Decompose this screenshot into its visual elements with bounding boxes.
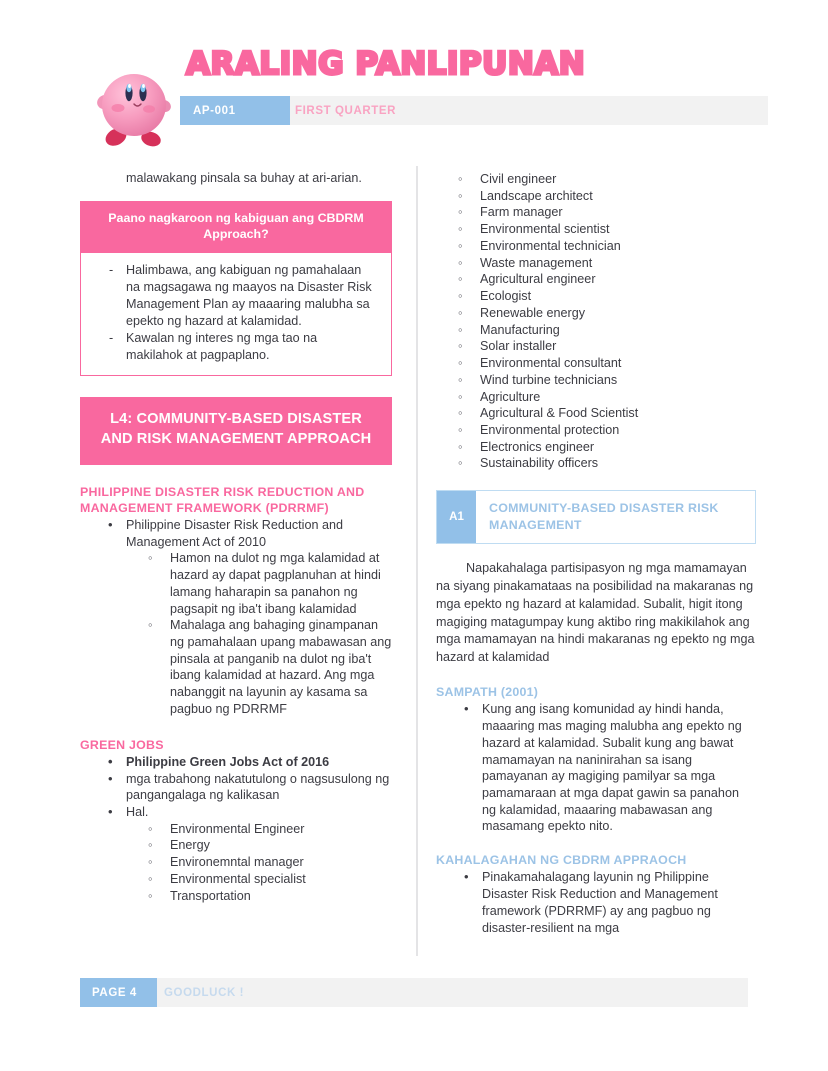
list-item: - Halimbawa, ang kabiguan ng pamahalaan na magsagawa ng maayos na Disaster Risk Management Plan ay maaaring malubha sa epekto ng hazard at kalamidad. xyxy=(95,262,377,329)
list-item: ◦ Ecologist xyxy=(436,288,756,305)
column-divider xyxy=(416,166,418,956)
cbdrm-intro-text: Napakahalaga partisipasyon ng mga mamamayan na siyang pinakamataas na posibilidad na makaranas ng mga epekto ng hazard at kalamidad. Subalit, higit itong magiging matagumpay kung aktibo ring makikilahok ang mga mamamayan na hindi makaranas ng epekto ng mga hazard at kalamidad xyxy=(436,560,755,665)
kahalagahan-heading: KAHALAGAHAN NG CBDRM APPRAOCH xyxy=(436,853,687,868)
list-item: ◦ Civil engineer xyxy=(436,171,756,188)
list-item: ◦ Energy xyxy=(126,837,392,854)
question-card xyxy=(80,201,392,376)
list-item: ◦ Environmental specialist xyxy=(126,871,392,888)
green-jobs-heading: GREEN JOBS xyxy=(80,737,164,752)
list-item: ◦ Environmental protection xyxy=(436,422,756,439)
question-card-list xyxy=(95,262,377,363)
list-item: ◦ Environmental scientist xyxy=(436,221,756,238)
kahalagahan-list xyxy=(436,869,756,936)
question-card-heading: Paano nagkaroon ng kabiguan ang CBDRM Approach? xyxy=(81,202,391,254)
kirby-mascot-icon xyxy=(96,62,172,150)
list-item: ◦ Environmental consultant xyxy=(436,355,756,372)
list-item: ◦ Electronics engineer xyxy=(436,439,756,456)
footer-note: GOODLUCK ! xyxy=(164,986,245,999)
continued-paragraph: malawakang pinsala sa buhay at ari-arian. xyxy=(126,171,362,185)
section-a1-tab: A1 xyxy=(437,491,476,543)
list-item xyxy=(80,771,392,804)
question-card-body xyxy=(81,253,391,374)
list-item: ◦ Sustainability officers xyxy=(436,455,756,472)
quarter-label: FIRST QUARTER xyxy=(295,104,397,117)
page-title: ARALING PANLIPUNAN xyxy=(186,46,586,82)
green-jobs-list xyxy=(80,754,392,905)
list-item xyxy=(436,869,756,936)
list-item: ◦ Landscape architect xyxy=(436,188,756,205)
page-number-badge: PAGE 4 xyxy=(80,978,157,1007)
right-column xyxy=(436,170,756,936)
sampath-list xyxy=(436,701,756,835)
list-item: ◦ Mahalaga ang bahaging ginampanan ng pamahalaan upang mabawasan ang pinsala at panganib na dulot ng iba't ibang kalamidad at hazard. Ang mga nabanggit na layunin ay kasama sa pagbuo ng PDRRMF xyxy=(126,617,392,717)
page-footer xyxy=(80,978,748,1007)
list-item: ◦ Agriculture xyxy=(436,389,756,406)
sampath-bullet-text: • Kung ang isang komunidad ay hindi handa, maaaring mas maging malubha ang epekto ng hazard at kalamidad. Subalit kung ang bawat mamamayan na naninirahan sa isang pamayanan ay magiging pamilyar sa mga pamamaraan at mga dapat gawin sa panahon ng kalamidad, maaaring mabawasan ang masamang epekto nito. xyxy=(482,702,742,833)
list-item: ◦ Manufacturing xyxy=(436,322,756,339)
list-item: ◦ Solar installer xyxy=(436,338,756,355)
cbdrm-intro-paragraph xyxy=(436,560,756,667)
list-item xyxy=(80,804,392,904)
pdrrmf-bullet-text: • Philippine Disaster Risk Reduction and Management Act of 2010 xyxy=(126,518,343,549)
green-jobs-continued-list xyxy=(436,171,756,472)
list-item xyxy=(80,517,392,718)
green-jobs-example-label: • Hal. xyxy=(126,805,148,819)
green-jobs-examples xyxy=(126,821,392,905)
list-item: ◦ Agricultural & Food Scientist xyxy=(436,405,756,422)
list-item: ◦ Agricultural engineer xyxy=(436,271,756,288)
list-item: ◦ Waste management xyxy=(436,255,756,272)
lesson-banner: L4: COMMUNITY-BASED DISASTER AND RISK MANAGEMENT APPROACH xyxy=(80,397,392,465)
list-item: ◦ Environmental Engineer xyxy=(126,821,392,838)
list-item: ◦ Environmental technician xyxy=(436,238,756,255)
section-a1-card xyxy=(436,490,756,544)
left-column xyxy=(80,170,392,904)
green-jobs-act-text: • Philippine Green Jobs Act of 2016 xyxy=(126,755,329,769)
page-header xyxy=(0,0,828,152)
list-item: ◦ Wind turbine technicians xyxy=(436,372,756,389)
green-jobs-definition-text: • mga trabahong nakatutulong o nagsusulong ng pangangalaga ng kalikasan xyxy=(126,772,389,803)
list-item: ◦ Renewable energy xyxy=(436,305,756,322)
header-meta-bar xyxy=(180,96,768,125)
list-item: - Kawalan ng interes ng mga tao na makilahok at pagpaplano. xyxy=(95,330,377,363)
course-code-badge: AP-001 xyxy=(180,96,290,125)
sampath-heading: SAMPATH (2001) xyxy=(436,685,539,700)
list-item: ◦ Farm manager xyxy=(436,204,756,221)
section-a1-title: COMMUNITY-BASED DISASTER RISK MANAGEMENT xyxy=(489,501,719,533)
list-item: ◦ Environemntal manager xyxy=(126,854,392,871)
pdrrmf-heading: PHILIPPINE DISASTER RISK REDUCTION AND MANAGEMENT FRAMEWORK (PDRRMF) xyxy=(80,484,365,515)
list-item: ◦ Transportation xyxy=(126,888,392,905)
pdrrmf-sublist xyxy=(126,550,392,717)
list-item xyxy=(436,701,756,835)
pdrrmf-list xyxy=(80,517,392,718)
list-item xyxy=(80,754,392,771)
list-item: ◦ Hamon na dulot ng mga kalamidad at hazard ay dapat pagplanuhan at hindi lamang haharapin sa panahon ng pagsapit ng iba't ibang kalamidad xyxy=(126,550,392,617)
kahalagahan-bullet-text: • Pinakamahalagang layunin ng Philippine Disaster Risk Reduction and Management framework (PDRRMF) ay ang pagbuo ng disaster-resilient na mga xyxy=(482,870,718,934)
